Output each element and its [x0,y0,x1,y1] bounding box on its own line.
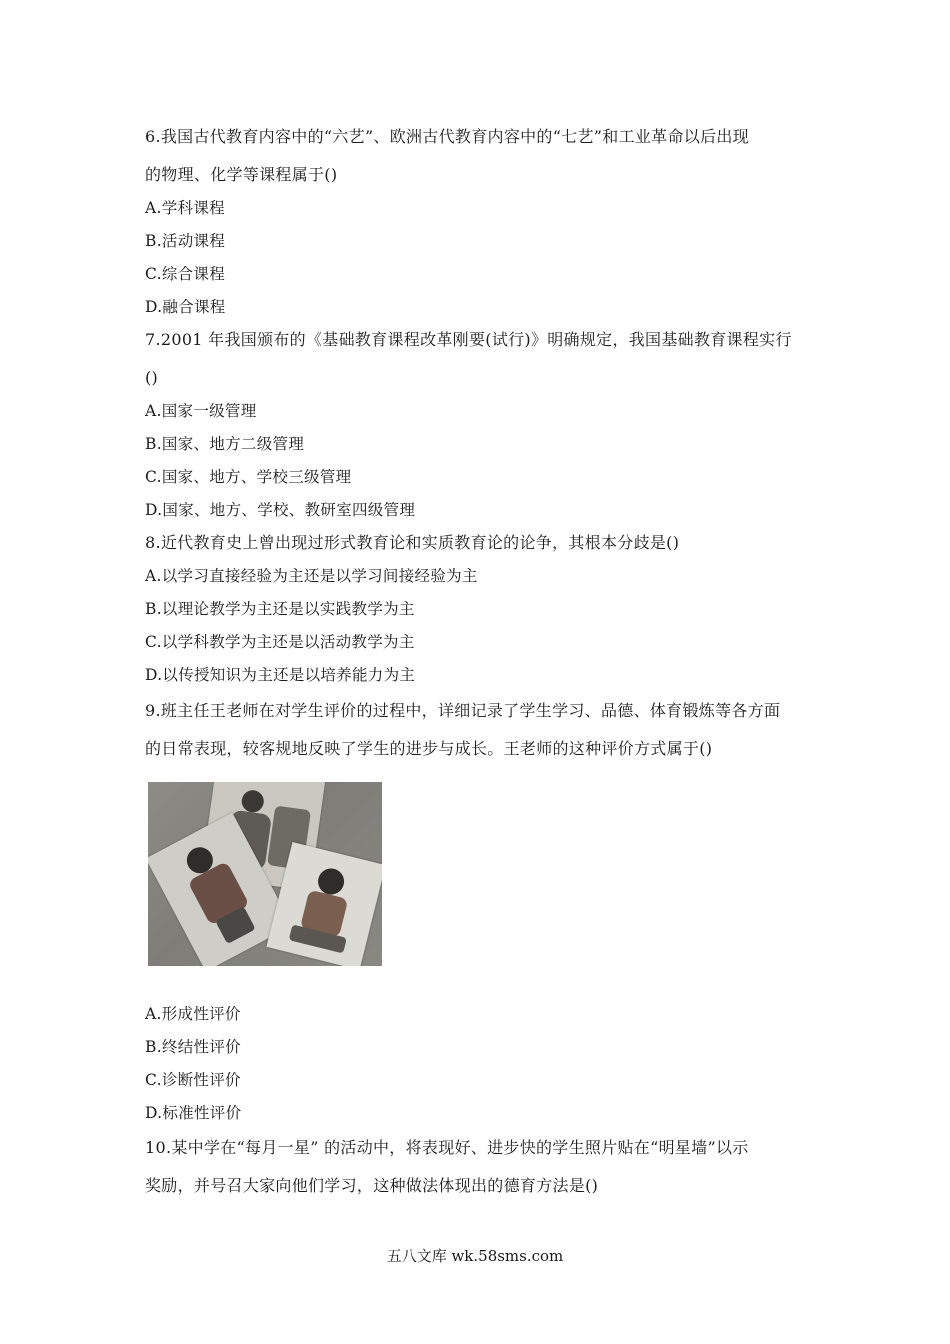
question-6-stem-line-1: 6.我国古代教育内容中的“六艺”、欧洲古代教育内容中的“七艺”和工业革命以后出现 [145,127,749,146]
question-9-option-c: C.诊断性评价 [145,1071,241,1089]
question-7-option-b: B.国家、地方二级管理 [145,435,305,453]
footer-watermark: 五八文库 wk.58sms.com [386,1247,564,1265]
question-9-option-a: A.形成性评价 [145,1005,241,1023]
question-8-option-b: B.以理论教学为主还是以实践教学为主 [145,600,415,618]
question-7-option-d: D.国家、地方、学校、教研室四级管理 [145,501,416,519]
question-7-stem-line-2: () [145,368,159,387]
question-10-stem-line-1: 10.某中学在“每月一星” 的活动中，将表现好、进步快的学生照片贴在“明星墙”以示 [145,1138,749,1157]
question-6-option-a: A.学科课程 [145,199,225,217]
question-7-option-a: A.国家一级管理 [145,402,257,420]
question-9-option-b: B.终结性评价 [145,1038,241,1056]
question-9-stem-line-1: 9.班主任王老师在对学生评价的过程中，详细记录了学生学习、品德、体育锻炼等各方面 [145,701,781,720]
question-7-option-c: C.国家、地方、学校三级管理 [145,468,352,486]
question-6-option-b: B.活动课程 [145,232,226,250]
question-9-stem-line-2: 的日常表现，较客规地反映了学生的进步与成长。王老师的这种评价方式属于() [145,739,713,758]
question-8-option-d: D.以传授知识为主还是以培养能力为主 [145,666,416,684]
question-7-stem-line-1: 7.2001 年我国颁布的《基础教育课程改革刚要(试行)》明确规定，我国基础教育课程实行 [145,330,792,349]
question-8-option-c: C.以学科教学为主还是以活动教学为主 [145,633,415,651]
student-photos-image [148,782,382,966]
question-6-stem-line-2: 的物理、化学等课程属于() [145,165,338,184]
question-9-option-d: D.标准性评价 [145,1104,242,1122]
question-6-option-c: C.综合课程 [145,265,226,283]
question-10-stem-line-2: 奖励，并号召大家向他们学习，这种做法体现出的德育方法是() [145,1176,599,1195]
question-8-option-a: A.以学习直接经验为主还是以学习间接经验为主 [145,567,478,585]
question-6-option-d: D.融合课程 [145,298,226,316]
question-8-stem-line-1: 8.近代教育史上曾出现过形式教育论和实质教育论的论争，其根本分歧是() [145,533,680,552]
